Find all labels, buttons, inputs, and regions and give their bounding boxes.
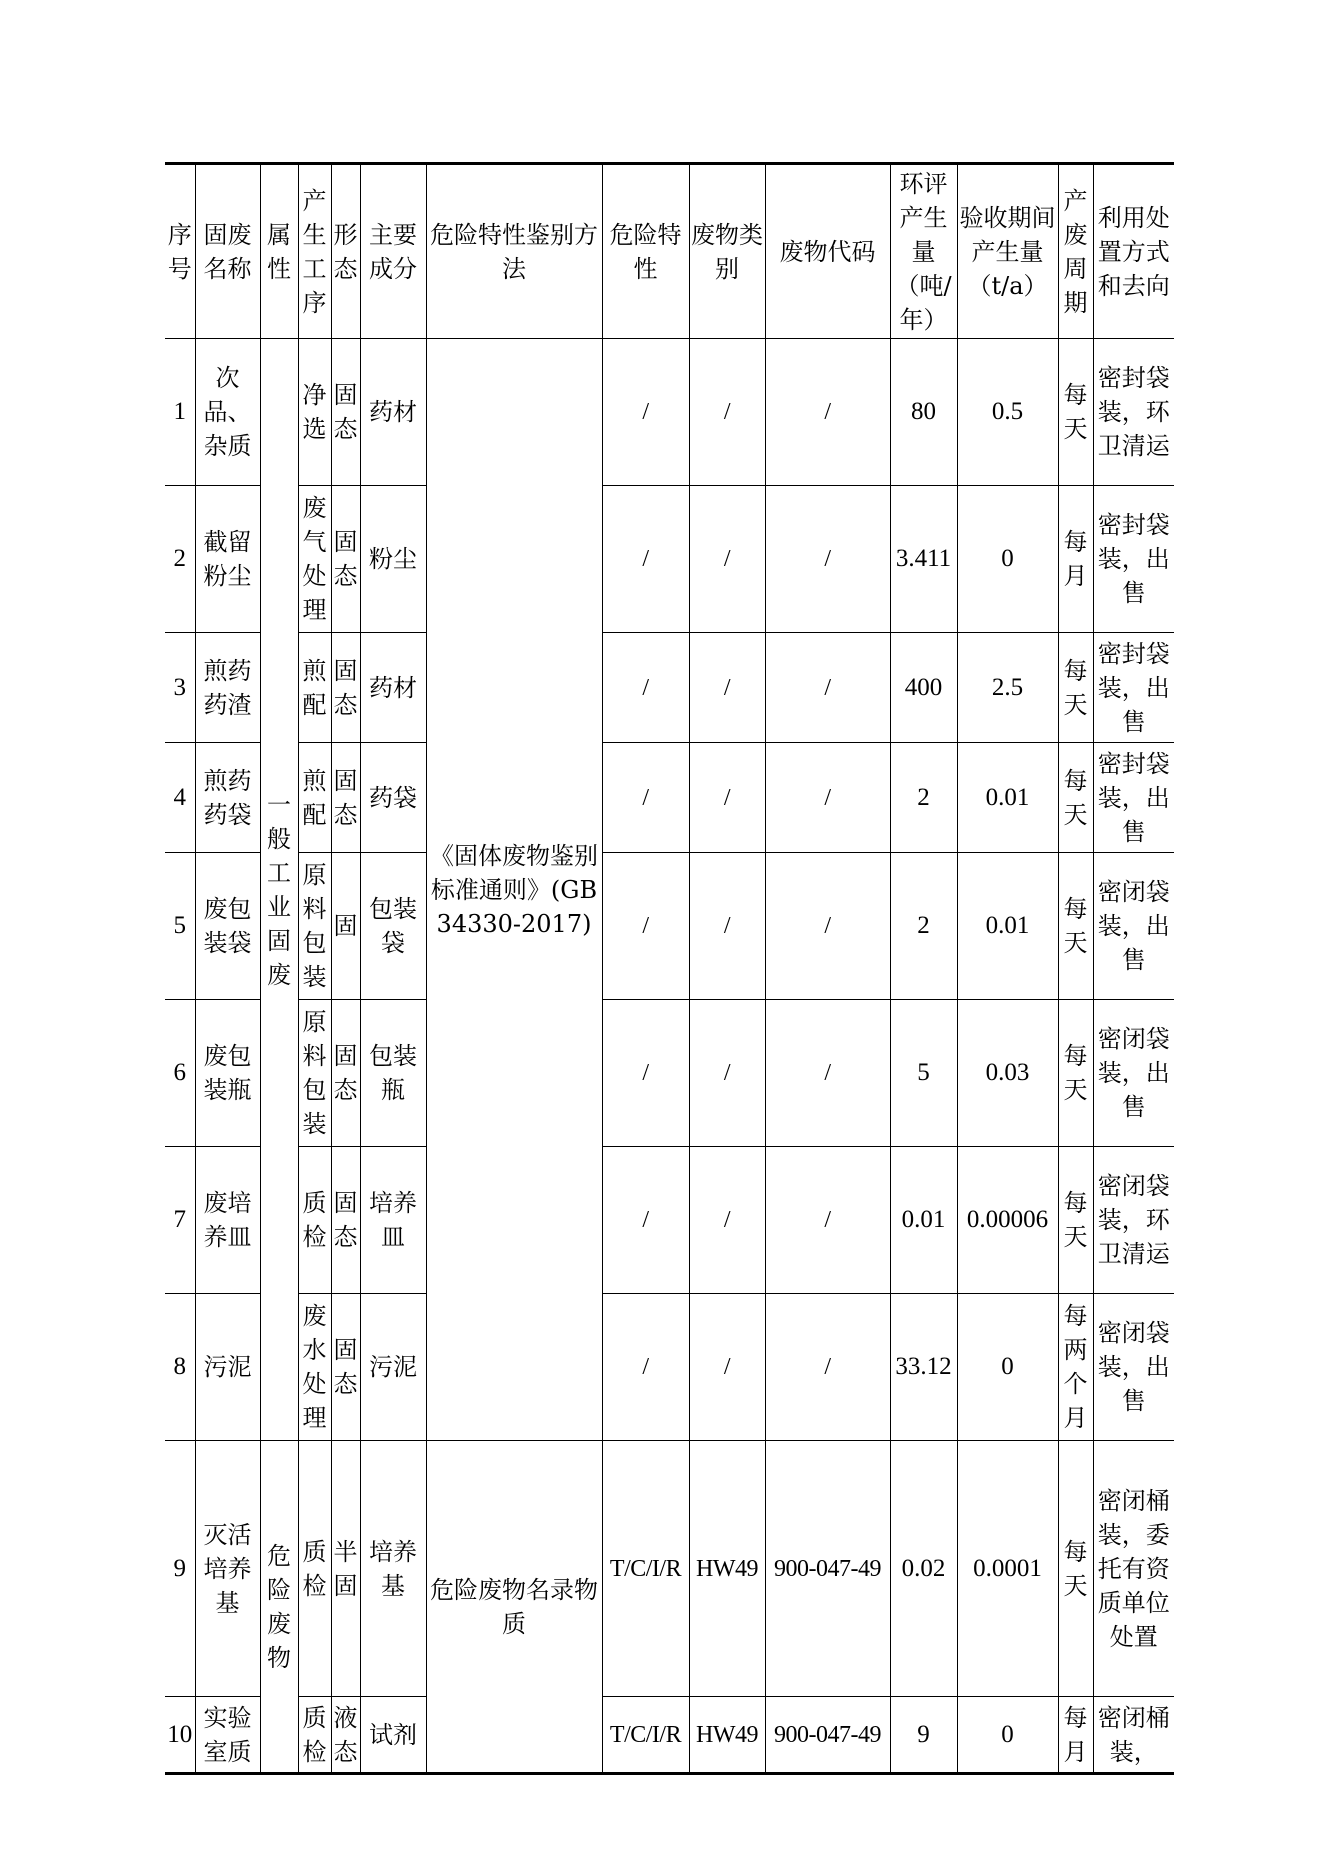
cell-process: 煎配: [298, 633, 331, 743]
cell-hazard: /: [602, 633, 689, 743]
cell-name: 废培养皿: [195, 1147, 260, 1294]
cell-form: 固态: [331, 633, 360, 743]
cell-category: /: [689, 339, 765, 486]
cell-actual-amount: 2.5: [957, 633, 1058, 743]
header-cycle: 产废周期: [1058, 164, 1093, 339]
cell-actual-amount: 0: [957, 486, 1058, 633]
cell-no: 1: [165, 339, 195, 486]
table-row: [165, 1294, 1174, 1441]
cell-process: 原料包装: [298, 853, 331, 1000]
header-category: 废物类别: [689, 164, 765, 339]
cell-process: 废水处理: [298, 1294, 331, 1441]
header-method: 危险特性鉴别方法: [426, 164, 602, 339]
cell-component: 包装瓶: [360, 1000, 426, 1147]
cell-cycle: 每天: [1058, 853, 1093, 1000]
cell-cycle: 每天: [1058, 1441, 1093, 1697]
cell-hazard: /: [602, 1294, 689, 1441]
cell-eia-amount: 3.411: [890, 486, 957, 633]
cell-component: 污泥: [360, 1294, 426, 1441]
cell-code: /: [765, 743, 890, 853]
table-row: [165, 339, 1174, 486]
header-form: 形态: [331, 164, 360, 339]
solid-waste-table: [165, 162, 1174, 1775]
cell-process: 净选: [298, 339, 331, 486]
cell-disposal: 密闭袋装，环卫清运: [1093, 1147, 1174, 1294]
cell-component: 培养基: [360, 1441, 426, 1697]
cell-cycle: 每天: [1058, 339, 1093, 486]
cell-form: 固态: [331, 1294, 360, 1441]
cell-hazard: T/C/I/R: [602, 1441, 689, 1697]
header-hazard: 危险特性: [602, 164, 689, 339]
cell-actual-amount: 0.01: [957, 853, 1058, 1000]
header-component: 主要成分: [360, 164, 426, 339]
table-row: [165, 1697, 1174, 1774]
cell-code: 900-047-49: [765, 1697, 890, 1774]
cell-component: 试剂: [360, 1697, 426, 1774]
cell-cycle: 每月: [1058, 1697, 1093, 1774]
attribute-hazardous: 危险废物: [260, 1441, 298, 1774]
cell-code: /: [765, 853, 890, 1000]
cell-actual-amount: 0.03: [957, 1000, 1058, 1147]
cell-form: 固态: [331, 1000, 360, 1147]
cell-name: 煎药药渣: [195, 633, 260, 743]
cell-disposal: 密闭袋装，出售: [1093, 1294, 1174, 1441]
cell-code: 900-047-49: [765, 1441, 890, 1697]
cell-hazard: /: [602, 743, 689, 853]
cell-no: 9: [165, 1441, 195, 1697]
method-general: 《固体废物鉴别标准通则》(GB 34330-2017): [426, 339, 602, 1441]
cell-category: /: [689, 1000, 765, 1147]
cell-process: 质检: [298, 1147, 331, 1294]
cell-component: 药材: [360, 339, 426, 486]
cell-no: 5: [165, 853, 195, 1000]
header-eia-amount: 环评产生量（吨/年）: [890, 164, 957, 339]
cell-form: 固态: [331, 339, 360, 486]
cell-code: /: [765, 486, 890, 633]
table-row: [165, 743, 1174, 853]
cell-eia-amount: 0.02: [890, 1441, 957, 1697]
cell-category: HW49: [689, 1441, 765, 1697]
cell-form: 固: [331, 853, 360, 1000]
header-attribute: 属性: [260, 164, 298, 339]
cell-process: 废气处理: [298, 486, 331, 633]
cell-hazard: /: [602, 1147, 689, 1294]
cell-eia-amount: 80: [890, 339, 957, 486]
cell-cycle: 每天: [1058, 1000, 1093, 1147]
header-actual-amount: 验收期间产生量（t/a）: [957, 164, 1058, 339]
cell-disposal: 密闭桶装，委托有资质单位处置: [1093, 1441, 1174, 1697]
cell-form: 固态: [331, 486, 360, 633]
header-disposal: 利用处置方式和去向: [1093, 164, 1174, 339]
cell-no: 7: [165, 1147, 195, 1294]
cell-hazard: T/C/I/R: [602, 1697, 689, 1774]
cell-component: 粉尘: [360, 486, 426, 633]
cell-eia-amount: 9: [890, 1697, 957, 1774]
cell-process: 质检: [298, 1441, 331, 1697]
cell-code: /: [765, 1147, 890, 1294]
cell-name: 灭活培养基: [195, 1441, 260, 1697]
cell-cycle: 每天: [1058, 1147, 1093, 1294]
cell-name: 废包装瓶: [195, 1000, 260, 1147]
cell-form: 固态: [331, 743, 360, 853]
cell-eia-amount: 2: [890, 853, 957, 1000]
cell-form: 半固: [331, 1441, 360, 1697]
cell-cycle: 每天: [1058, 743, 1093, 853]
header-row: [165, 164, 1174, 339]
cell-eia-amount: 5: [890, 1000, 957, 1147]
cell-name: 煎药药袋: [195, 743, 260, 853]
cell-name: 次品、杂质: [195, 339, 260, 486]
cell-category: /: [689, 1294, 765, 1441]
cell-disposal: 密封袋装，出售: [1093, 486, 1174, 633]
cell-process: 原料包装: [298, 1000, 331, 1147]
cell-cycle: 每两个月: [1058, 1294, 1093, 1441]
cell-name: 实验室质: [195, 1697, 260, 1774]
cell-actual-amount: 0.0001: [957, 1441, 1058, 1697]
cell-eia-amount: 33.12: [890, 1294, 957, 1441]
cell-component: 药袋: [360, 743, 426, 853]
cell-category: /: [689, 1147, 765, 1294]
header-process: 产生工序: [298, 164, 331, 339]
cell-code: /: [765, 633, 890, 743]
cell-no: 2: [165, 486, 195, 633]
cell-code: /: [765, 1000, 890, 1147]
cell-disposal: 密闭桶装，: [1093, 1697, 1174, 1774]
cell-no: 8: [165, 1294, 195, 1441]
cell-code: /: [765, 1294, 890, 1441]
table-row: [165, 1441, 1174, 1697]
cell-actual-amount: 0.5: [957, 339, 1058, 486]
cell-form: 液态: [331, 1697, 360, 1774]
cell-category: /: [689, 486, 765, 633]
cell-name: 废包装袋: [195, 853, 260, 1000]
cell-category: /: [689, 853, 765, 1000]
cell-disposal: 密封袋装，出售: [1093, 633, 1174, 743]
cell-no: 3: [165, 633, 195, 743]
header-code: 废物代码: [765, 164, 890, 339]
cell-actual-amount: 0: [957, 1697, 1058, 1774]
attribute-general: 一般工业固废: [260, 339, 298, 1441]
cell-actual-amount: 0.01: [957, 743, 1058, 853]
table-row: [165, 1000, 1174, 1147]
cell-category: HW49: [689, 1697, 765, 1774]
cell-disposal: 密封袋装，出售: [1093, 743, 1174, 853]
cell-hazard: /: [602, 339, 689, 486]
cell-component: 包装袋: [360, 853, 426, 1000]
cell-disposal: 密封袋装，环卫清运: [1093, 339, 1174, 486]
cell-disposal: 密闭袋装，出售: [1093, 1000, 1174, 1147]
cell-cycle: 每天: [1058, 633, 1093, 743]
cell-form: 固态: [331, 1147, 360, 1294]
table-row: [165, 633, 1174, 743]
cell-name: 截留粉尘: [195, 486, 260, 633]
cell-hazard: /: [602, 853, 689, 1000]
cell-hazard: /: [602, 486, 689, 633]
method-hazardous: 危险废物名录物质: [426, 1441, 602, 1774]
cell-actual-amount: 0: [957, 1294, 1058, 1441]
cell-eia-amount: 0.01: [890, 1147, 957, 1294]
header-name: 固废名称: [195, 164, 260, 339]
cell-disposal: 密闭袋装，出售: [1093, 853, 1174, 1000]
cell-eia-amount: 400: [890, 633, 957, 743]
cell-category: /: [689, 633, 765, 743]
cell-no: 10: [165, 1697, 195, 1774]
cell-component: 药材: [360, 633, 426, 743]
cell-hazard: /: [602, 1000, 689, 1147]
table-row: [165, 1147, 1174, 1294]
cell-process: 质检: [298, 1697, 331, 1774]
cell-actual-amount: 0.00006: [957, 1147, 1058, 1294]
cell-process: 煎配: [298, 743, 331, 853]
cell-eia-amount: 2: [890, 743, 957, 853]
cell-code: /: [765, 339, 890, 486]
cell-cycle: 每月: [1058, 486, 1093, 633]
cell-name: 污泥: [195, 1294, 260, 1441]
cell-category: /: [689, 743, 765, 853]
cell-no: 6: [165, 1000, 195, 1147]
cell-no: 4: [165, 743, 195, 853]
header-no: 序号: [165, 164, 195, 339]
table-row: [165, 486, 1174, 633]
cell-component: 培养皿: [360, 1147, 426, 1294]
table-row: [165, 853, 1174, 1000]
